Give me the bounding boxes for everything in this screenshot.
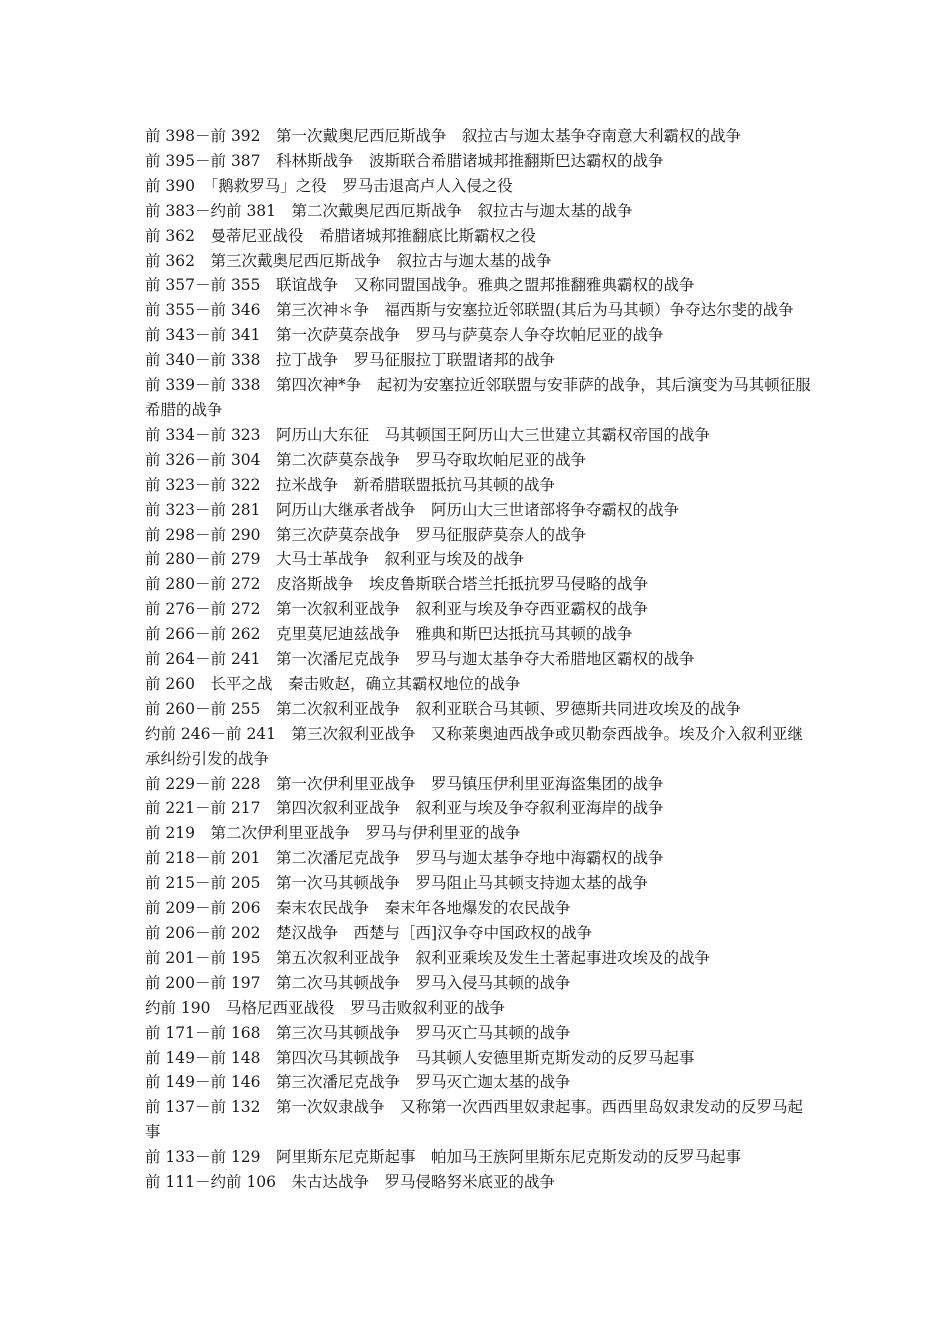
list-item: 前 343－前 341 第一次萨莫奈战争 罗马与萨莫奈人争夺坎帕尼亚的战争	[145, 326, 664, 345]
list-item: 前 276－前 272 第一次叙利亚战争 叙利亚与埃及争夺西亚霸权的战争	[145, 600, 649, 619]
list-item: 前 398－前 392 第一次戴奥尼西厄斯战争 叙拉古与迦太基争夺南意大利霸权的战争	[145, 127, 742, 145]
list-item: 前 111－约前 106 朱古达战争 罗马侵略努米底亚的战争	[145, 1173, 556, 1192]
list-item: 前 390 「鹅救罗马」之役 罗马击退高卢人入侵之役	[145, 176, 513, 195]
list-item: 前 357－前 355 联谊战争 又称同盟国战争。雅典之盟邦推翻雅典霸权的战争	[145, 276, 695, 295]
list-item: 前 133－前 129 阿里斯东尼克斯起事 帕加马王族阿里斯东尼克斯发动的反罗马起事	[145, 1148, 742, 1167]
list-item: 前 149－前 146 第三次潘尼克战争 罗马灭亡迦太基的战争	[145, 1073, 571, 1092]
list-item: 前 326－前 304 第二次萨莫奈战争 罗马夺取坎帕尼亚的战争	[145, 450, 587, 469]
list-item: 前 229－前 228 第一次伊利里亚战争 罗马镇压伊利里亚海盗集团的战争	[145, 774, 664, 793]
list-item: 前 206－前 202 楚汉战争 西楚与［西]汉争夺中国政权的战争	[145, 924, 593, 942]
list-item: 前 298－前 290 第三次萨莫奈战争 罗马征服萨莫奈人的战争	[145, 525, 587, 544]
list-item: 前 215－前 205 第一次马其顿战争 罗马阻止马其顿支持迦太基的战争	[145, 874, 649, 893]
list-item: 前 209－前 206 秦末农民战争 秦末年各地爆发的农民战争	[145, 899, 571, 918]
list-item: 前 340－前 338 拉丁战争 罗马征服拉丁联盟诸邦的战争	[145, 351, 556, 370]
list-item: 前 280－前 272 皮洛斯战争 埃皮鲁斯联合塔兰托抵抗罗马侵略的战争	[145, 575, 649, 594]
list-item: 前 323－前 322 拉米战争 新希腊联盟抵抗马其顿的战争	[145, 475, 556, 494]
list-item: 前 362 曼蒂尼亚战役 希腊诸城邦推翻底比斯霸权之役	[145, 226, 537, 245]
list-item: 前 200－前 197 第二次马其顿战争 罗马入侵马其顿的战争	[145, 973, 571, 992]
list-item: 约前 190 马格尼西亚战役 罗马击败叙利亚的战争	[145, 998, 506, 1017]
list-item: 前 201－前 195 第五次叙利亚战争 叙利亚乘埃及发生土著起事进攻埃及的战争	[145, 948, 711, 967]
list-item: 前 266－前 262 克里莫尼迪兹战争 雅典和斯巴达抵抗马其顿的战争	[145, 625, 633, 644]
list-item: 前 221－前 217 第四次叙利亚战争 叙利亚与埃及争夺叙利亚海岸的战争	[145, 799, 664, 818]
list-item: 前 218－前 201 第二次潘尼克战争 罗马与迦太基争夺地中海霸权的战争	[145, 849, 664, 868]
list-item: 前 323－前 281 阿历山大继承者战争 阿历山大三世诸部将争夺霸权的战争	[145, 500, 680, 519]
list-item: 前 355－前 346 第三次神＊争 福西斯与安塞拉近邻联盟(其后为马其顿）争夺达尔斐的战争	[145, 301, 794, 320]
list-item: 前 171－前 168 第三次马其顿战争 罗马灭亡马其顿的战争	[145, 1023, 571, 1042]
list-item: 前 149－前 148 第四次马其顿战争 马其顿人安德里斯克斯发动的反罗马起事	[145, 1048, 695, 1067]
list-item: 前 260 长平之战 秦击败赵，确立其霸权地位的战争	[145, 674, 521, 693]
list-item: 约前 246－前 241 第三次叙利亚战争 又称莱奥迪西战争或贝勒奈西战争。埃及介入叙利亚继承纠纷引发的战争	[145, 724, 804, 768]
list-item: 前 219 第二次伊利里亚战争 罗马与伊利里亚的战争	[145, 824, 521, 843]
list-item: 前 362 第三次戴奥尼西厄斯战争 叙拉古与迦太基的战争	[145, 251, 552, 270]
list-item: 前 395－前 387 科林斯战争 波斯联合希腊诸城邦推翻斯巴达霸权的战争	[145, 151, 664, 170]
list-item: 前 280－前 279 大马士革战争 叙利亚与埃及的战争	[145, 550, 525, 569]
list-item: 前 383－约前 381 第二次戴奥尼西厄斯战争 叙拉古与迦太基的战争	[145, 201, 633, 220]
list-item: 前 260－前 255 第二次叙利亚战争 叙利亚联合马其顿、罗德斯共同进攻埃及的战争	[145, 699, 742, 718]
list-item: 前 137－前 132 第一次奴隶战争 又称第一次西西里奴隶起事。西西里岛奴隶发动的反罗马起事	[145, 1098, 804, 1142]
list-item: 前 339－前 338 第四次神*争 起初为安塞拉近邻联盟与安菲萨的战争，其后演变为马其顿征服希腊的战争	[145, 376, 811, 419]
list-item: 前 334－前 323 阿历山大东征 马其顿国王阿历山大三世建立其霸权帝国的战争	[145, 425, 711, 444]
list-item: 前 264－前 241 第一次潘尼克战争 罗马与迦太基争夺大希腊地区霸权的战争	[145, 650, 695, 669]
war-chronology-list	[145, 124, 813, 1195]
